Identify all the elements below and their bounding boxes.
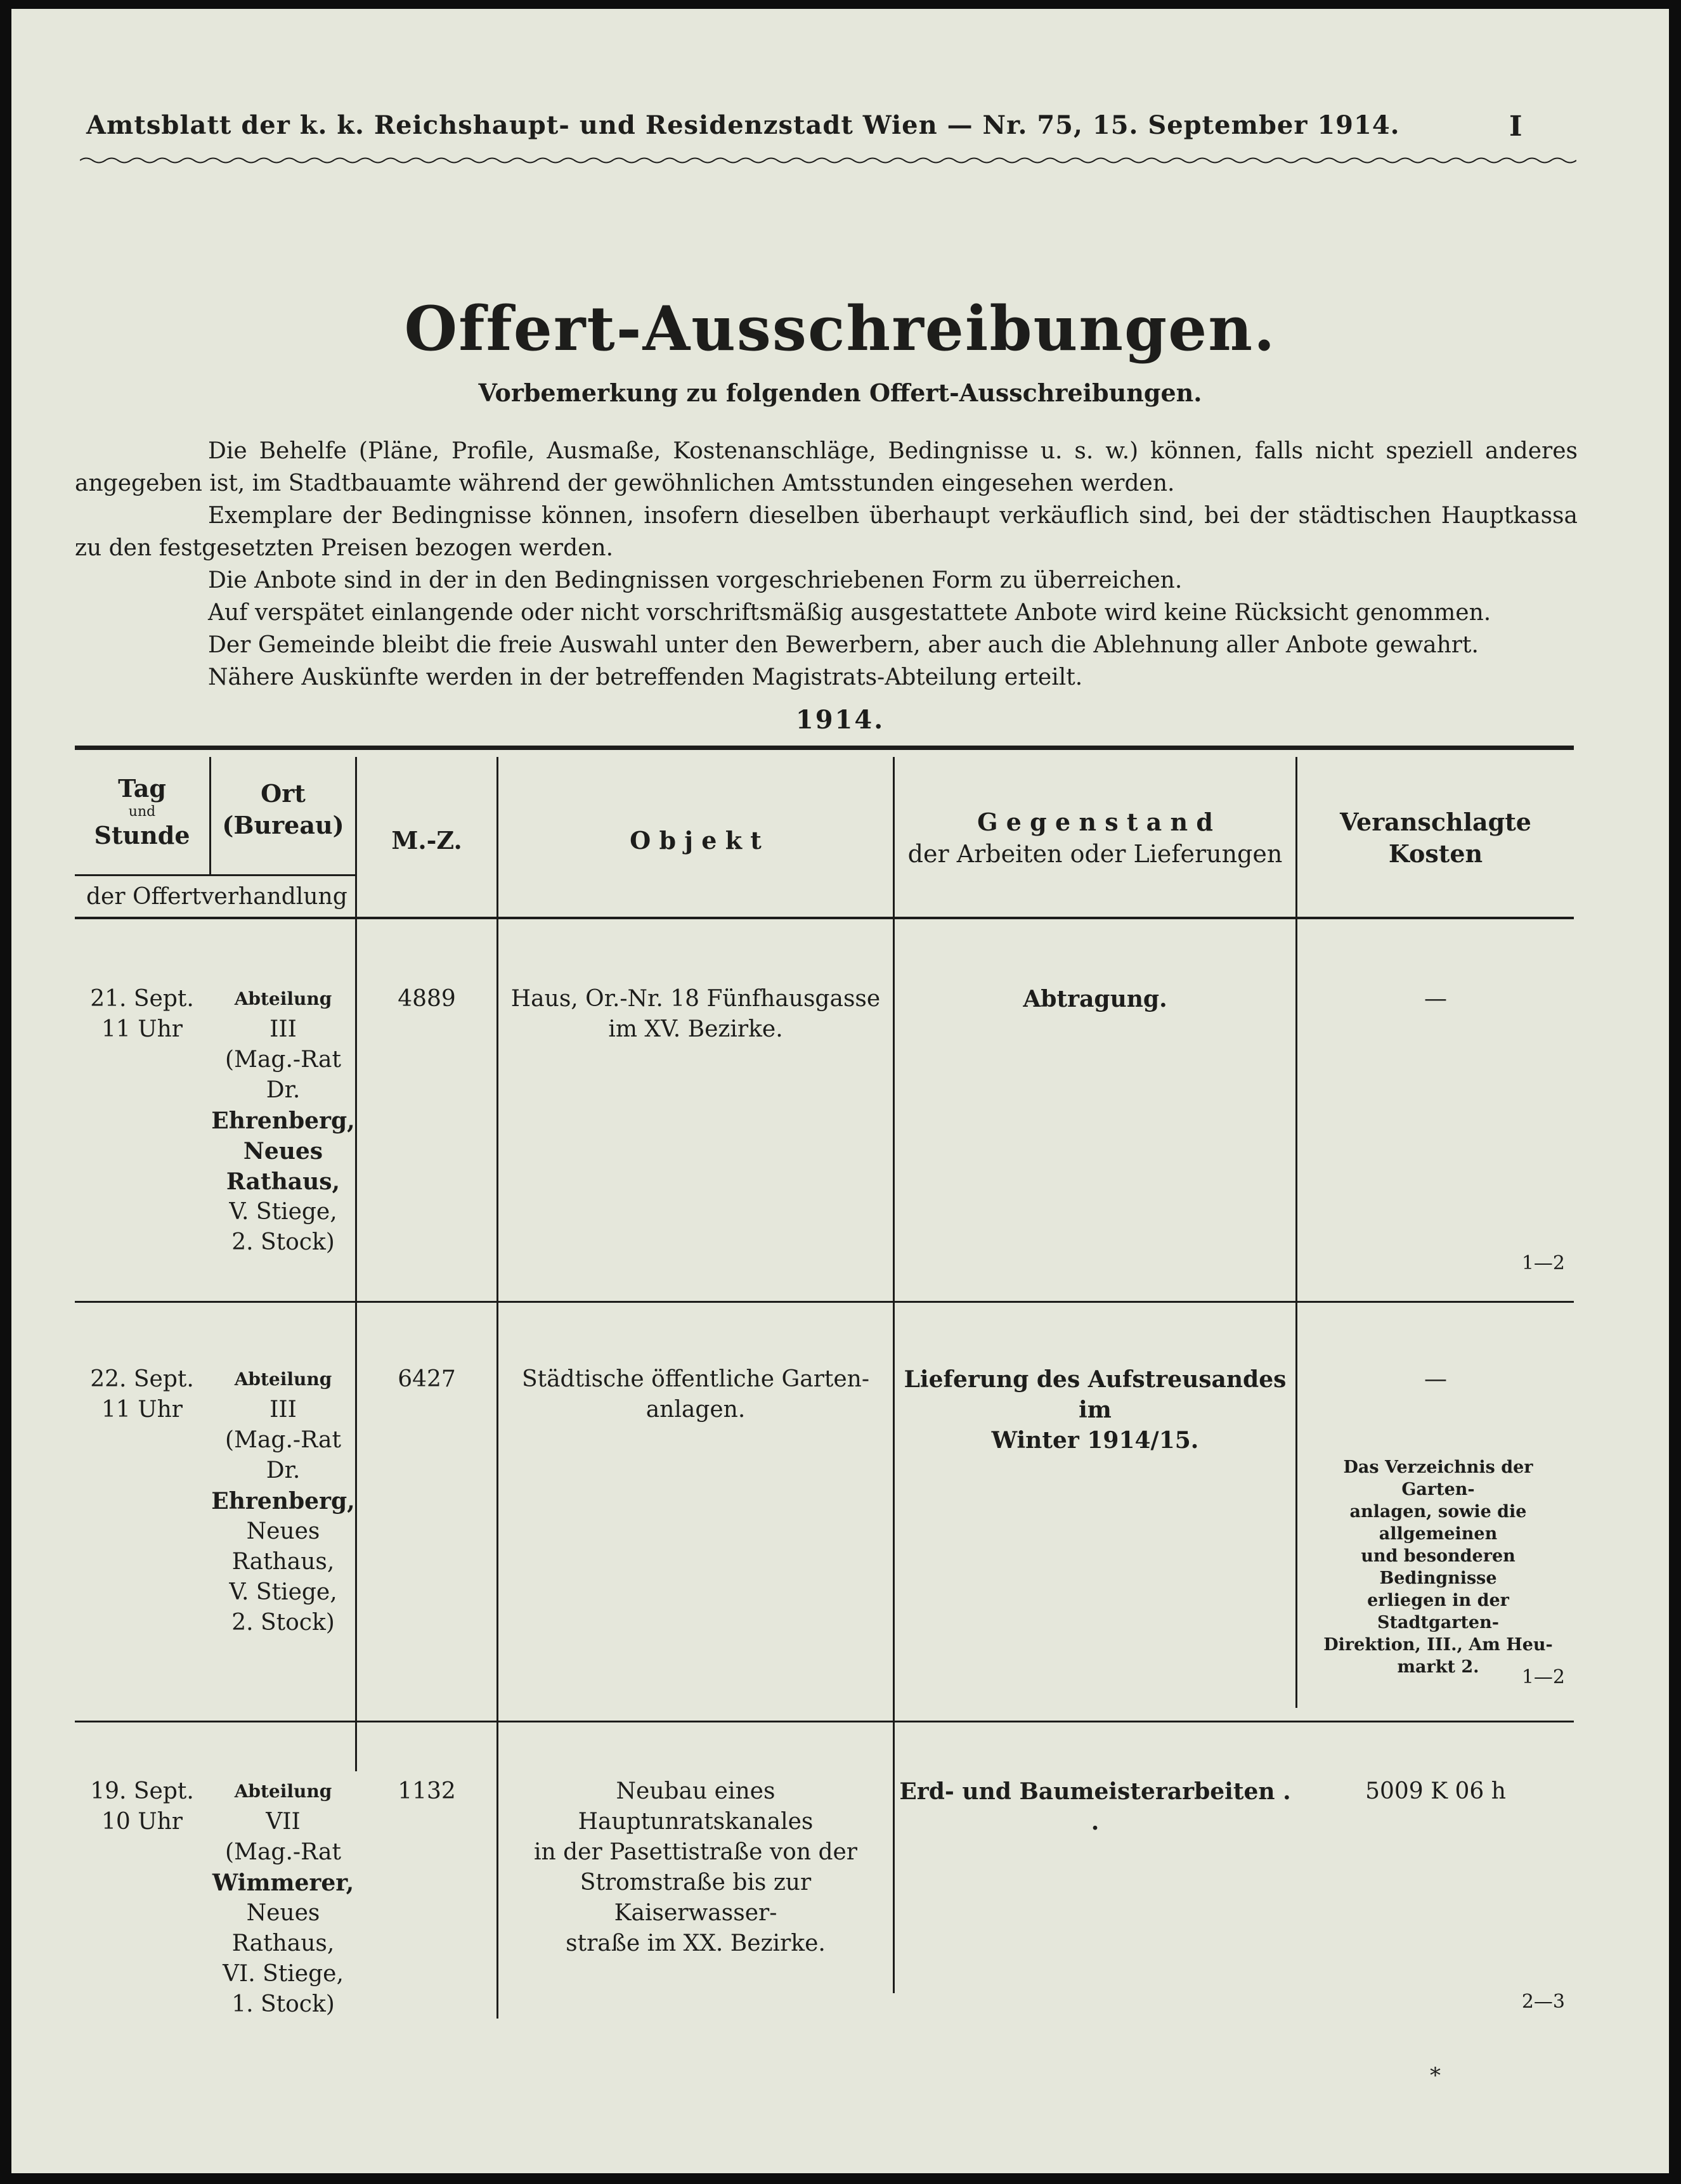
table-top-rule (75, 746, 1574, 750)
row-gegenstand-line: Abtragung. (1023, 986, 1167, 1012)
table-row-dept (211, 984, 355, 1258)
header-ort-label: Ort (261, 779, 306, 808)
row-gegenstand-line: Erd- und Baumeisterarbeiten . . (899, 1778, 1291, 1835)
row-reference: 1—2 (1521, 1252, 1565, 1274)
row-objekt-line: Städtische öffentliche Garten- (521, 1366, 870, 1392)
column-rule (1295, 757, 1297, 1708)
row-divider (75, 1721, 1574, 1722)
table-row-date (75, 1776, 209, 1837)
row-dept-line: Rathaus, (226, 1168, 341, 1195)
header-gegenstand-sub: der Arbeiten oder Lieferungen (907, 840, 1283, 868)
row-time: 11 Uhr (101, 1016, 183, 1042)
header-tag-stunde (75, 773, 209, 851)
table-row-date (75, 984, 209, 1045)
row-gegenstand-line: Winter 1914/15. (991, 1427, 1199, 1454)
row-date: 21. Sept. (90, 986, 194, 1012)
row-mz: 6427 (398, 1366, 456, 1392)
intro-paragraph: Exemplare der Bedingnisse können, insofern dieselben überhaupt verkäuflich sind, bei der städtischen Hauptkassa zu den festgesetzten Preisen bezogen werden. (75, 503, 1578, 561)
header-mz: M.-Z. (391, 826, 462, 855)
header-objekt: O b j e k t (630, 826, 762, 855)
row-dept-line: V. Stiege, (229, 1579, 337, 1605)
page-number: I (1509, 110, 1522, 143)
row-objekt-line: Stromstraße bis zur Kaiserwasser- (580, 1870, 812, 1926)
header-bureau-label: (Bureau) (222, 811, 344, 839)
page-title: Offert-Ausschreibungen. (404, 293, 1276, 365)
table-row-dept (211, 1364, 355, 1638)
row-time: 11 Uhr (101, 1397, 183, 1423)
header-stunde-label: Stunde (94, 821, 190, 850)
row-dept-line: Neues (246, 1518, 320, 1544)
row-gegenstand-line: Lieferung des Aufstreusandes im (904, 1366, 1287, 1423)
row-note-line: und besonderen Bedingnisse (1361, 1546, 1515, 1588)
row-date: 22. Sept. (90, 1366, 194, 1392)
row-dept-line: Dr. (266, 1077, 301, 1103)
row-gegenstand (895, 984, 1295, 1014)
subheader-rule (75, 874, 355, 876)
intro-paragraph: Die Behelfe (Pläne, Profile, Ausmaße, Kostenanschläge, Bedingnisse u. s. w.) können, falls nicht speziell anderes angegeben ist, im Stadtbauamte während der gewöhnlichen Amtsstunden eingesehen werden. (75, 438, 1578, 496)
row-note-line: erliegen in der Stadtgarten- (1367, 1591, 1509, 1632)
header-und-label: und (128, 804, 156, 820)
row-dept-line: (Mag.-Rat (225, 1839, 341, 1865)
row-dept-line: 2. Stock) (231, 1229, 335, 1255)
row-mz: 1132 (398, 1778, 456, 1804)
row-gegenstand (895, 1364, 1295, 1456)
table-header-rule (75, 917, 1574, 919)
row-reference: 2—3 (1521, 1991, 1565, 2013)
row-note-line: Das Verzeichnis der Garten- (1343, 1457, 1533, 1499)
header-tag-label: Tag (118, 774, 166, 803)
row-dept-line: (Mag.-Rat (225, 1427, 341, 1453)
row-kosten: — (1424, 1366, 1447, 1392)
row-kosten: — (1424, 986, 1447, 1012)
row-note-line: Direktion, III., Am Heu- (1323, 1635, 1553, 1655)
row-objekt-line: Haus, Or.-Nr. 18 Fünfhausgasse (510, 986, 881, 1012)
row-reference: 1—2 (1521, 1666, 1565, 1688)
column-rule (355, 757, 357, 1771)
row-dept-line: III (269, 1397, 297, 1423)
row-note (1305, 1456, 1571, 1678)
row-dept-line: Rathaus, (231, 1549, 335, 1575)
header-gegenstand-label: G e g e n s t a n d (977, 808, 1213, 836)
row-objekt-line: in der Pasettistraße von der (533, 1839, 858, 1865)
row-objekt (498, 1364, 893, 1425)
header-kosten (1297, 806, 1574, 870)
row-dept-line: Dr. (266, 1457, 301, 1483)
row-dept-line: Ehrenberg, (211, 1488, 355, 1515)
footer-asterisk: * (1430, 2063, 1441, 2088)
row-objekt (498, 984, 893, 1045)
row-dept-line: Rathaus, (231, 1930, 335, 1956)
table-row-dept (211, 1776, 355, 2020)
year-heading: 1914. (795, 705, 885, 735)
intro-text (75, 435, 1578, 694)
row-gegenstand (895, 1776, 1295, 1837)
row-dept-line: III (269, 1016, 297, 1042)
row-dept-label: Abteilung (234, 988, 332, 1009)
row-dept-label: Abteilung (234, 1781, 332, 1802)
row-objekt-line: straße im XX. Bezirke. (566, 1930, 826, 1956)
header-offertverhandlung: der Offertverhandlung (86, 884, 347, 910)
header-gegenstand (895, 806, 1295, 870)
intro-paragraph: Die Anbote sind in der in den Bedingnissen vorgeschriebenen Form zu überreichen. (208, 567, 1183, 593)
row-objekt-line: anlagen. (646, 1397, 746, 1423)
row-dept-line: Neues (246, 1900, 320, 1926)
row-dept-line: VII (266, 1809, 301, 1835)
row-time: 10 Uhr (101, 1809, 183, 1835)
row-dept-line: (Mag.-Rat (225, 1047, 341, 1073)
page-subtitle: Vorbemerkung zu folgenden Offert-Ausschreibungen. (478, 378, 1202, 407)
row-note-line: anlagen, sowie die allgemeinen (1349, 1502, 1527, 1544)
row-mz: 4889 (398, 986, 456, 1012)
intro-paragraph: Auf verspätet einlangende oder nicht vorschriftsmäßig ausgestattete Anbote wird keine Rücksicht genommen. (208, 600, 1491, 626)
document-page (11, 9, 1669, 2173)
row-dept-line: V. Stiege, (229, 1199, 337, 1225)
row-dept-line: Ehrenberg, (211, 1108, 355, 1134)
row-objekt-line: im XV. Bezirke. (608, 1016, 783, 1042)
row-date: 19. Sept. (90, 1778, 194, 1804)
running-header: Amtsblatt der k. k. Reichshaupt- und Residenzstadt Wien — Nr. 75, 15. September 1914. (86, 110, 1400, 140)
row-note-line: markt 2. (1397, 1657, 1479, 1677)
table-row-date (75, 1364, 209, 1425)
row-dept-label: Abteilung (234, 1369, 332, 1390)
intro-paragraph: Nähere Auskünfte werden in der betreffenden Magistrats-Abteilung erteilt. (208, 664, 1083, 690)
row-objekt (498, 1776, 893, 1959)
header-kosten-sub: Kosten (1388, 839, 1483, 868)
header-ort (211, 778, 355, 841)
header-wavy-rule (80, 156, 1576, 165)
row-dept-line: Neues (243, 1138, 323, 1165)
intro-paragraph: Der Gemeinde bleibt die freie Auswahl unter den Bewerbern, aber auch die Ablehnung aller Anbote gewahrt. (208, 632, 1479, 658)
row-dept-line: 2. Stock) (231, 1610, 335, 1636)
row-kosten: 5009 K 06 h (1365, 1778, 1506, 1804)
row-dept-line: Wimmerer, (212, 1870, 354, 1896)
row-objekt-line: Neubau eines Hauptunratskanales (578, 1778, 814, 1835)
row-dept-line: VI. Stiege, (223, 1961, 344, 1987)
header-kosten-label: Veranschlagte (1340, 808, 1531, 836)
row-divider (75, 1301, 1574, 1303)
row-dept-line: 1. Stock) (231, 1991, 335, 2017)
